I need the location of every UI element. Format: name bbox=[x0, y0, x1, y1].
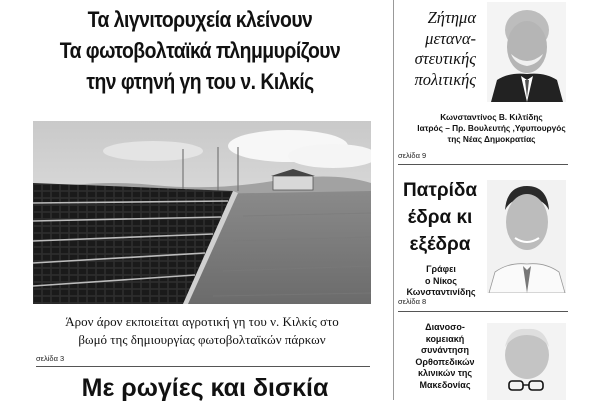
story2-byline-line-1: Γράφει bbox=[426, 264, 456, 274]
headline-line-2: Τα φωτοβολταϊκά πλημμυρίζουν bbox=[59, 38, 341, 63]
headline-line-3: την φτηνή γη του ν. Κιλκίς bbox=[86, 69, 314, 94]
sidebar-story1-page-ref: σελίδα 9 bbox=[398, 151, 427, 160]
story2-byline-line-2: ο Νίκος bbox=[425, 275, 457, 286]
story3-title-line-2: κομειακή bbox=[425, 333, 465, 344]
story1-byline-line-3: της Νέας Δημοκρατίας bbox=[447, 134, 536, 144]
main-story-page-ref: σελίδα 3 bbox=[36, 354, 65, 363]
solar-panels-photo bbox=[33, 121, 371, 304]
main-headline bbox=[20, 4, 380, 97]
caption-line-2: βωμό της δημιουργίας φωτοβολταϊκών πάρκων bbox=[78, 332, 326, 347]
story3-title-line-1: Διανοσο- bbox=[425, 322, 465, 332]
sidebar-divider-1 bbox=[398, 164, 568, 165]
portrait-kiltidis bbox=[487, 2, 566, 102]
sidebar-story2-title bbox=[399, 177, 481, 258]
story1-title-line-4: πολιτικής bbox=[414, 69, 476, 89]
story1-byline-line-2: Ιατρός – Πρ. Βουλευτής ,Υφυπουργός bbox=[417, 123, 566, 133]
story3-title-line-4: Ορθοπεδικών bbox=[415, 356, 475, 367]
story2-title-line-2: έδρα κι bbox=[407, 207, 473, 228]
caption-line-1: Άρον άρον εκποιείται αγροτική γη του ν. Κιλκίς στο bbox=[65, 314, 339, 329]
bottom-story-headline: Με ρωγίες και δισκία bbox=[81, 374, 329, 402]
headline-line-1: Τα λιγνιτορυχεία κλείνουν bbox=[87, 7, 313, 32]
story2-byline-line-3: Κωνσταντινίδης bbox=[406, 287, 476, 297]
story3-title-line-3: συνάντηση bbox=[420, 345, 470, 355]
story1-byline-line-1: Κωνσταντίνος Β. Κιλτίδης bbox=[440, 112, 543, 122]
story3-title-line-6: Μακεδονίας bbox=[419, 379, 471, 390]
story2-title-line-3: εξέδρα bbox=[409, 234, 471, 255]
story1-title-line-2: μετανα- bbox=[425, 28, 476, 48]
story2-title-line-1: Πατρίδα bbox=[402, 180, 478, 201]
story1-title-line-1: Ζήτημα bbox=[427, 8, 476, 27]
portrait-konstantinidis bbox=[487, 180, 566, 293]
story1-title-line-3: στευτικής bbox=[414, 49, 476, 68]
sidebar-story1-title bbox=[408, 8, 476, 90]
column-divider bbox=[393, 0, 394, 400]
sidebar-story1-byline bbox=[400, 112, 583, 145]
main-photo-caption bbox=[33, 313, 371, 349]
story3-title-line-5: κλινικών της bbox=[417, 368, 473, 378]
sidebar-divider-2 bbox=[398, 311, 568, 312]
sidebar-story2-page-ref: σελίδα 8 bbox=[398, 297, 427, 306]
sidebar-story3-title bbox=[405, 322, 485, 391]
section-divider bbox=[36, 366, 370, 367]
sidebar-story2-byline bbox=[405, 264, 477, 299]
portrait-orthopedic-doctor bbox=[487, 323, 566, 400]
